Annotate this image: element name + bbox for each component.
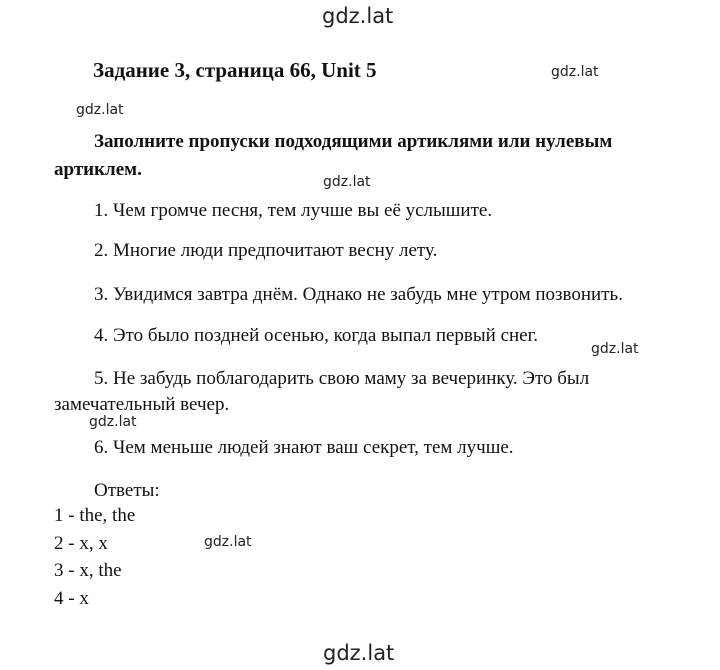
exercise-item-6: 6. Чем меньше людей знают ваш секрет, тем лучше. (94, 437, 514, 458)
watermark: gdz.lat (591, 341, 639, 357)
exercise-item-1: 1. Чем громче песня, тем лучше вы её услышите. (94, 200, 493, 221)
answers-heading: Ответы: (94, 480, 160, 501)
watermark-top: gdz.lat (322, 4, 394, 28)
answer-1: 1 - the, the (54, 505, 136, 526)
watermark: gdz.lat (204, 534, 252, 550)
watermark: gdz.lat (323, 174, 371, 190)
exercise-item-3: 3. Увидимся завтра днём. Однако не забудь мне утром позвонить. (94, 284, 623, 305)
task-instruction: Заполните пропуски подходящими артиклями или нулевым артиклем. (54, 131, 613, 180)
page-title: Задание 3, страница 66, Unit 5 (93, 58, 377, 82)
answer-4: 4 - x (54, 588, 89, 609)
watermark: gdz.lat (76, 102, 124, 118)
answer-3: 3 - x, the (54, 560, 122, 581)
watermark-bottom: gdz.lat (323, 641, 395, 665)
exercise-item-4: 4. Это было поздней осенью, когда выпал первый снег. (94, 325, 539, 346)
exercise-item-2: 2. Многие люди предпочитают весну лету. (94, 240, 438, 261)
watermark: gdz.lat (551, 64, 599, 80)
answer-2: 2 - x, x (54, 533, 108, 554)
watermark: gdz.lat (89, 414, 137, 430)
exercise-item-5: 5. Не забудь поблагодарить свою маму за вечеринку. Это был замечательный вечер. (54, 368, 590, 415)
